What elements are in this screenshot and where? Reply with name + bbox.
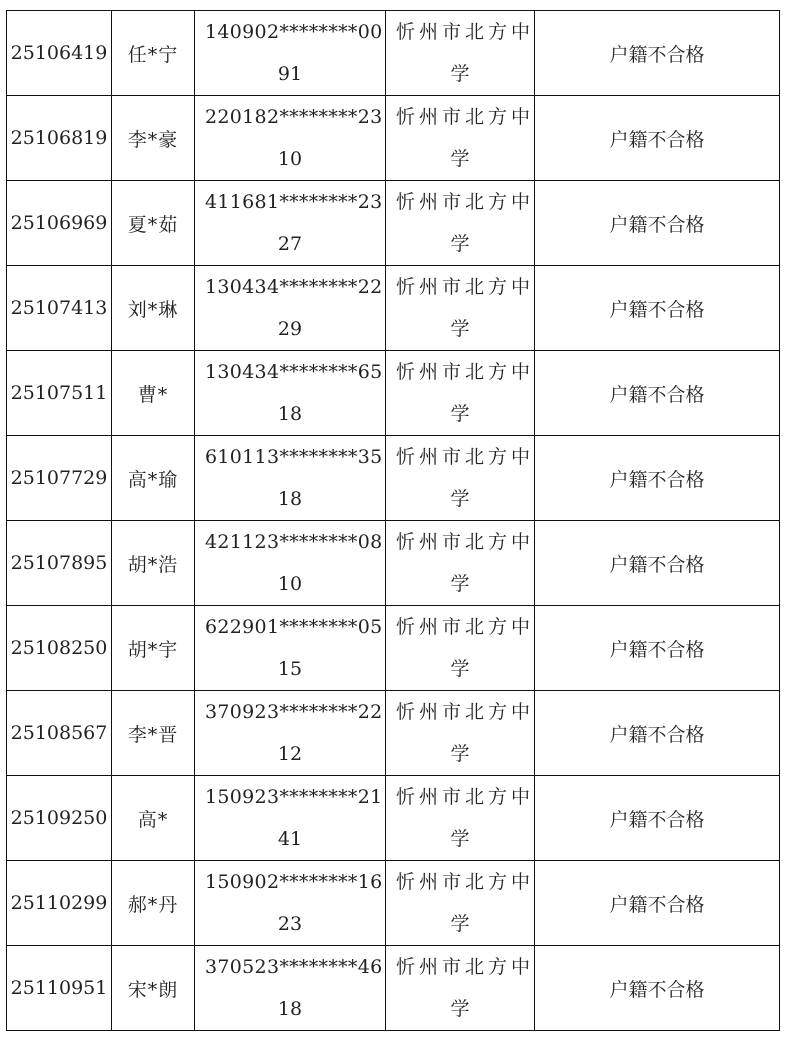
school-name [386, 776, 534, 860]
reason-cell: 户籍不合格 [535, 776, 780, 861]
school-cell [386, 351, 535, 436]
id-card-line-1: 370923********22 [205, 701, 383, 723]
school-name [386, 606, 534, 690]
table-row [7, 436, 780, 521]
table-row [7, 351, 780, 436]
id-card-line-1: 140902********00 [205, 21, 383, 43]
id-card-cell [195, 861, 386, 946]
applicant-name-cell [112, 861, 195, 946]
applicant-id-cell: 25107895 [7, 521, 112, 606]
applicant-name: 曹* [137, 383, 169, 406]
school-line-2: 学 [450, 573, 470, 595]
id-card-line-1: 150902********16 [205, 871, 383, 893]
applicant-name-cell [112, 11, 195, 96]
id-card-number [195, 776, 385, 860]
school-cell [386, 11, 535, 96]
school-line-1: 忻州市北方中 [396, 701, 535, 723]
applicant-id-cell: 25107511 [7, 351, 112, 436]
school-line-1: 忻州市北方中 [396, 446, 535, 468]
school-line-1: 忻州市北方中 [396, 21, 535, 43]
applicant-name-cell [112, 521, 195, 606]
reason-cell: 户籍不合格 [535, 181, 780, 266]
id-card-line-2: 18 [277, 403, 303, 425]
school-name [386, 351, 534, 435]
id-card-line-2: 10 [277, 148, 303, 170]
school-line-2: 学 [450, 828, 470, 850]
school-line-1: 忻州市北方中 [396, 956, 535, 978]
id-card-line-2: 12 [277, 743, 303, 765]
table-row [7, 776, 780, 861]
id-card-line-2: 29 [277, 318, 303, 340]
id-card-line-2: 10 [277, 573, 303, 595]
id-card-cell [195, 436, 386, 521]
school-name [386, 521, 534, 605]
school-name [386, 861, 534, 945]
school-line-1: 忻州市北方中 [396, 616, 535, 638]
school-line-2: 学 [450, 743, 470, 765]
id-card-line-1: 421123********08 [205, 531, 383, 553]
applicant-id-cell: 25108250 [7, 606, 112, 691]
id-card-line-2: 23 [277, 913, 303, 935]
id-card-line-1: 130434********65 [205, 361, 383, 383]
id-card-line-2: 18 [277, 998, 303, 1020]
school-line-2: 学 [450, 318, 470, 340]
applicant-id-cell: 25110951 [7, 946, 112, 1031]
school-line-2: 学 [450, 998, 470, 1020]
id-card-cell [195, 181, 386, 266]
applicant-name-cell [112, 436, 195, 521]
id-card-number [195, 181, 385, 265]
school-cell [386, 861, 535, 946]
id-card-cell [195, 606, 386, 691]
school-name [386, 691, 534, 775]
id-card-number [195, 11, 385, 95]
table-row [7, 606, 780, 691]
applicant-name: 宋*朗 [127, 978, 179, 1001]
school-line-1: 忻州市北方中 [396, 191, 535, 213]
school-cell [386, 436, 535, 521]
school-cell [386, 606, 535, 691]
reason-cell: 户籍不合格 [535, 861, 780, 946]
id-card-cell [195, 266, 386, 351]
reason-cell: 户籍不合格 [535, 606, 780, 691]
applicant-name-cell [112, 351, 195, 436]
school-line-1: 忻州市北方中 [396, 871, 535, 893]
id-card-line-1: 370523********46 [205, 956, 383, 978]
school-name [386, 436, 534, 520]
table-row [7, 521, 780, 606]
school-name [386, 266, 534, 350]
table-row [7, 861, 780, 946]
school-line-2: 学 [450, 913, 470, 935]
school-name [386, 96, 534, 180]
id-card-line-1: 411681********23 [205, 191, 383, 213]
id-card-cell [195, 946, 386, 1031]
id-card-cell [195, 691, 386, 776]
applicant-id-cell: 25106969 [7, 181, 112, 266]
applicant-name-cell [112, 946, 195, 1031]
table-row [7, 691, 780, 776]
applicant-id-cell: 25106819 [7, 96, 112, 181]
id-card-line-2: 91 [277, 63, 303, 85]
school-cell [386, 946, 535, 1031]
school-line-1: 忻州市北方中 [396, 786, 535, 808]
applicant-name: 夏*茹 [127, 213, 179, 236]
id-card-number [195, 96, 385, 180]
table-body [7, 11, 780, 1031]
reason-cell: 户籍不合格 [535, 521, 780, 606]
id-card-number [195, 691, 385, 775]
id-card-line-2: 27 [277, 233, 303, 255]
applicant-id-cell: 25110299 [7, 861, 112, 946]
school-line-1: 忻州市北方中 [396, 276, 535, 298]
id-card-cell [195, 11, 386, 96]
table-row [7, 181, 780, 266]
school-line-2: 学 [450, 488, 470, 510]
table-row [7, 96, 780, 181]
reason-cell: 户籍不合格 [535, 96, 780, 181]
id-card-line-2: 41 [277, 828, 303, 850]
id-card-number [195, 861, 385, 945]
id-card-line-1: 610113********35 [205, 446, 383, 468]
applicant-name-cell [112, 606, 195, 691]
id-card-line-2: 18 [277, 488, 303, 510]
applicant-table [6, 10, 780, 1031]
id-card-line-2: 15 [277, 658, 303, 680]
reason-cell: 户籍不合格 [535, 351, 780, 436]
school-line-1: 忻州市北方中 [396, 106, 535, 128]
id-card-number [195, 266, 385, 350]
applicant-id-cell: 25108567 [7, 691, 112, 776]
school-line-2: 学 [450, 658, 470, 680]
id-card-line-1: 220182********23 [205, 106, 383, 128]
applicant-name-cell [112, 691, 195, 776]
reason-cell: 户籍不合格 [535, 691, 780, 776]
id-card-number [195, 521, 385, 605]
id-card-number [195, 606, 385, 690]
school-cell [386, 691, 535, 776]
reason-cell: 户籍不合格 [535, 266, 780, 351]
reason-cell: 户籍不合格 [535, 11, 780, 96]
applicant-name: 胡*浩 [127, 553, 179, 576]
applicant-name: 郝*丹 [127, 893, 179, 916]
id-card-number [195, 436, 385, 520]
school-name [386, 11, 534, 95]
id-card-number [195, 946, 385, 1030]
reason-cell: 户籍不合格 [535, 946, 780, 1031]
id-card-line-1: 622901********05 [205, 616, 383, 638]
id-card-line-1: 130434********22 [205, 276, 383, 298]
id-card-cell [195, 521, 386, 606]
school-line-2: 学 [450, 233, 470, 255]
applicant-name: 李*豪 [127, 128, 179, 151]
school-cell [386, 96, 535, 181]
applicant-name-cell [112, 181, 195, 266]
applicant-name: 高* [137, 808, 169, 831]
school-cell [386, 181, 535, 266]
applicant-id-cell: 25106419 [7, 11, 112, 96]
id-card-cell [195, 776, 386, 861]
id-card-number [195, 351, 385, 435]
school-cell [386, 266, 535, 351]
table-row [7, 11, 780, 96]
table-row [7, 266, 780, 351]
school-name [386, 946, 534, 1030]
applicant-name-cell [112, 96, 195, 181]
id-card-cell [195, 351, 386, 436]
school-cell [386, 776, 535, 861]
school-line-2: 学 [450, 63, 470, 85]
applicant-name: 李*晋 [127, 723, 179, 746]
school-line-2: 学 [450, 148, 470, 170]
school-name [386, 181, 534, 265]
applicant-id-cell: 25107413 [7, 266, 112, 351]
applicant-id-cell: 25109250 [7, 776, 112, 861]
applicant-id-cell: 25107729 [7, 436, 112, 521]
id-card-cell [195, 96, 386, 181]
applicant-name: 任*宁 [127, 43, 179, 66]
school-line-1: 忻州市北方中 [396, 531, 535, 553]
table-row [7, 946, 780, 1031]
school-cell [386, 521, 535, 606]
applicant-name: 刘*琳 [127, 298, 179, 321]
id-card-line-1: 150923********21 [205, 786, 383, 808]
school-line-1: 忻州市北方中 [396, 361, 535, 383]
applicant-name: 高*瑜 [127, 468, 179, 491]
applicant-name-cell [112, 266, 195, 351]
reason-cell: 户籍不合格 [535, 436, 780, 521]
applicant-name-cell [112, 776, 195, 861]
applicant-name: 胡*宇 [127, 638, 179, 661]
school-line-2: 学 [450, 403, 470, 425]
